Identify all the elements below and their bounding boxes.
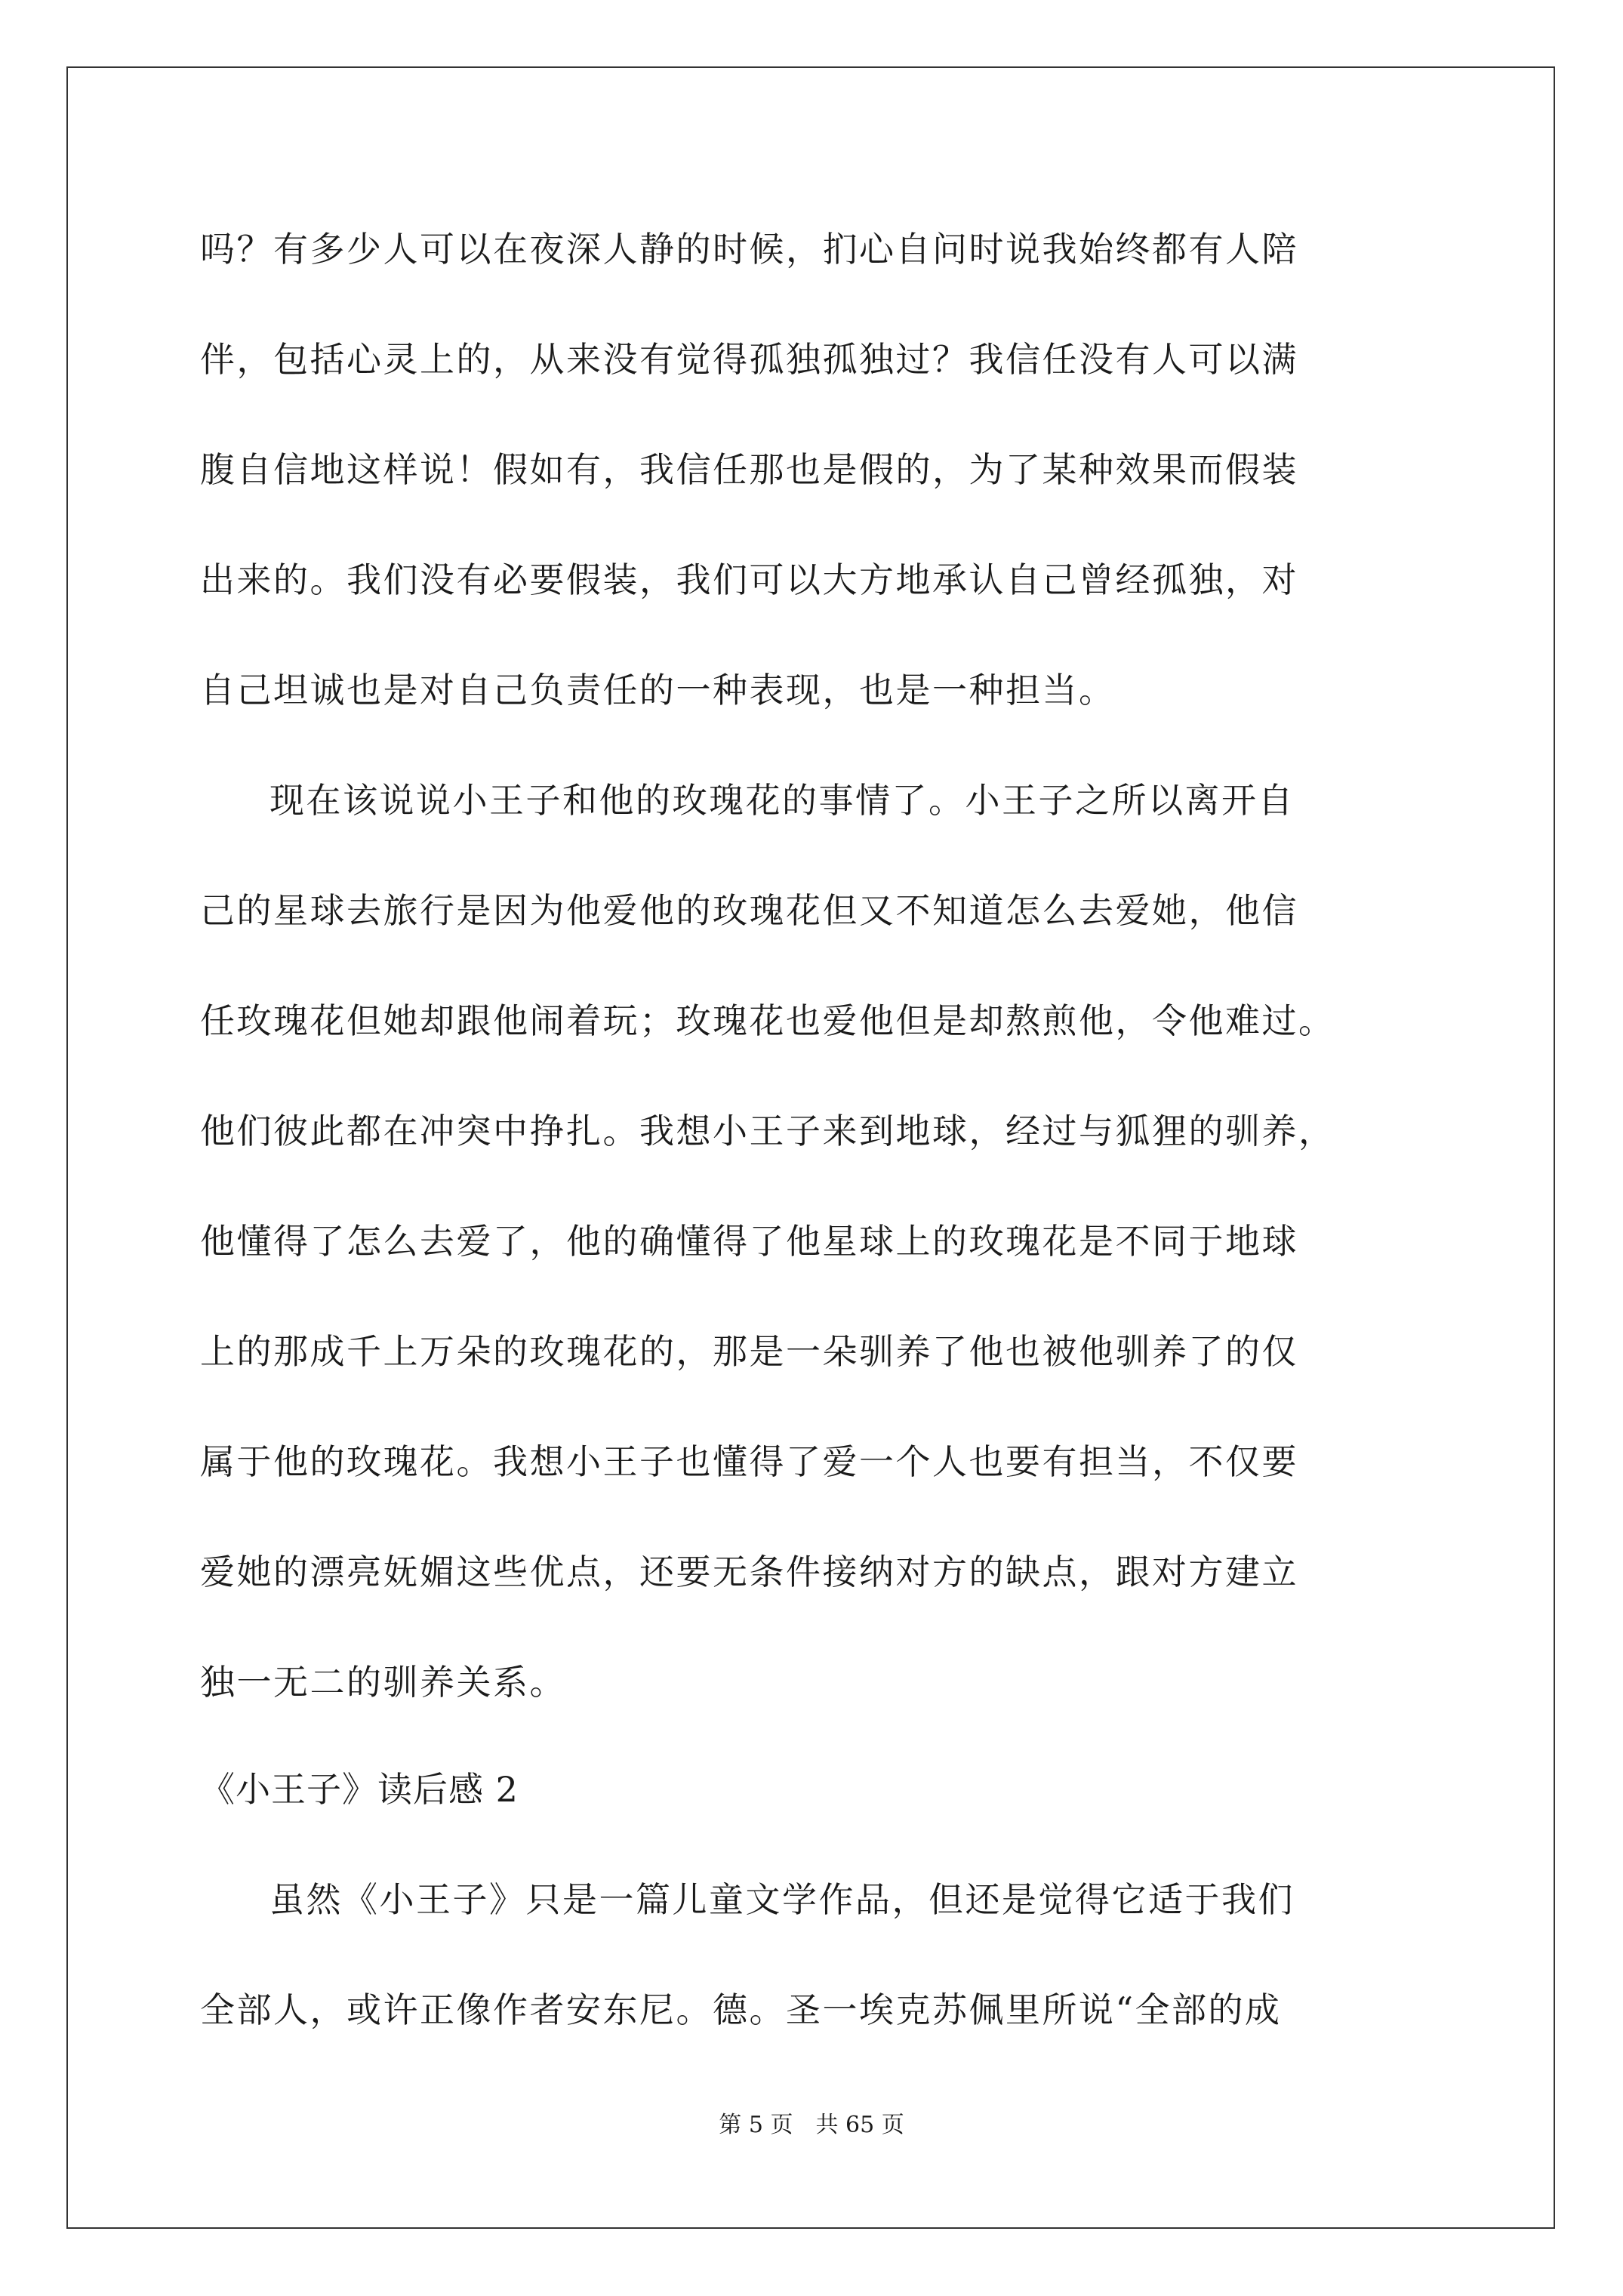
text-line: 自己坦诚也是对自己负责任的一种表现，也是一种担当。 xyxy=(200,670,1116,710)
text-line: 他懂得了怎么去爱了，他的确懂得了他星球上的玫瑰花是不同于地球 xyxy=(200,1221,1298,1262)
text-line: 独一无二的驯养关系。 xyxy=(200,1662,566,1703)
text-line: 爱她的漂亮妩媚这些优点，还要无条件接纳对方的缺点，跟对方建立 xyxy=(200,1552,1298,1592)
text-line: 他们彼此都在冲突中挣扎。我想小王子来到地球，经过与狐狸的驯养， xyxy=(200,1111,1335,1151)
text-line: 属于他的玫瑰花。我想小王子也懂得了爱一个人也要有担当，不仅要 xyxy=(200,1441,1298,1482)
text-line: 全部人，或许正像作者安东尼。德。圣一埃克苏佩里所说“全部的成 xyxy=(200,1989,1282,2030)
text-line: 任玫瑰花但她却跟他闹着玩；玫瑰花也爱他但是却熬煎他，令他难过。 xyxy=(200,1000,1335,1041)
text-line: 吗？有多少人可以在夜深人静的时候，扪心自问时说我始终都有人陪 xyxy=(200,229,1298,270)
page-number-footer: 第 5 页 共 65 页 xyxy=(719,2112,904,2138)
paragraph-first-line: 虽然《小王子》只是一篇儿童文学作品，但还是觉得它适于我们 xyxy=(269,1879,1295,1920)
text-line: 出来的。我们没有必要假装，我们可以大方地承认自己曾经孤独，对 xyxy=(200,559,1298,600)
text-line: 伴，包括心灵上的，从来没有觉得孤独孤独过？我信任没有人可以满 xyxy=(200,339,1298,380)
paragraph-first-line: 现在该说说小王子和他的玫瑰花的事情了。小王子之所以离开自 xyxy=(269,780,1295,821)
section-heading: 《小王子》读后感 2 xyxy=(200,1769,519,1810)
text-line: 上的那成千上万朵的玫瑰花的，那是一朵驯养了他也被他驯养了的仅 xyxy=(200,1331,1298,1372)
text-line: 腹自信地这样说！假如有，我信任那也是假的，为了某种效果而假装 xyxy=(200,449,1298,490)
text-line: 己的星球去旅行是因为他爱他的玫瑰花但又不知道怎么去爱她，他信 xyxy=(200,890,1298,931)
